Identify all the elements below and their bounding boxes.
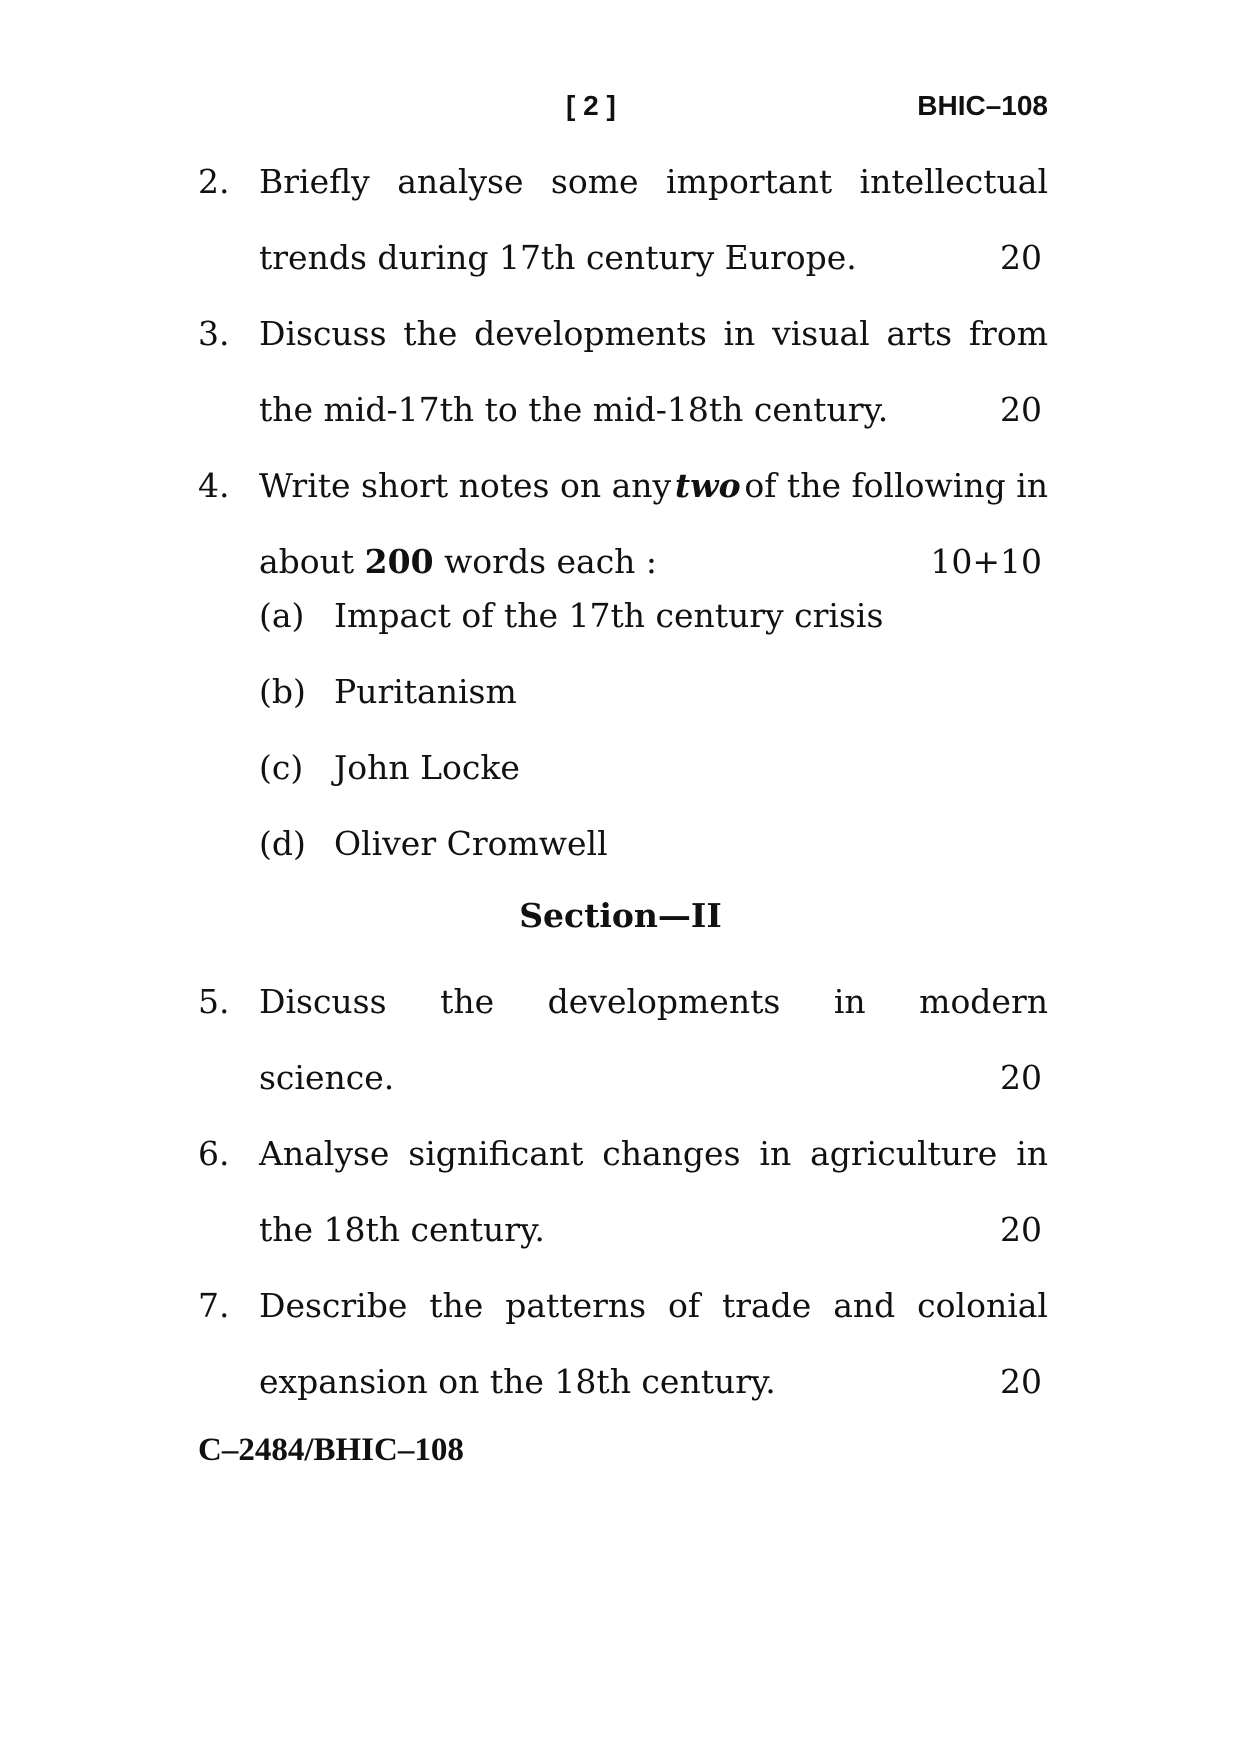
sub-item-text: Impact of the 17th century crisis — [334, 596, 884, 635]
question-text-line2: the 18th century. — [259, 1210, 545, 1249]
sub-item-label: (c) — [259, 748, 304, 787]
emphasis-200: 200 — [364, 542, 434, 581]
course-code: BHIC–108 — [917, 90, 1048, 121]
text-part: Write short notes on any — [259, 466, 672, 505]
sub-item-label: (a) — [259, 596, 305, 635]
sub-item-text: Oliver Cromwell — [334, 824, 608, 863]
question-text-line1: Discuss the developments in modern — [259, 982, 1048, 1021]
question-text-line2: expansion on the 18th century. — [259, 1362, 776, 1401]
question-text-line2: trends during 17th century Europe. — [259, 238, 857, 277]
question-marks: 20 — [1000, 238, 1042, 277]
question-marks: 20 — [1000, 390, 1042, 429]
text-part: words each : — [433, 542, 658, 581]
question-text-line1 — [259, 466, 1048, 505]
question-text-line1: Describe the patterns of trade and colonial — [259, 1286, 1048, 1325]
question-marks: 20 — [1000, 1058, 1042, 1097]
sub-item-label: (b) — [259, 672, 306, 711]
question-text-line1: Briefly analyse some important intellectual — [259, 162, 1048, 201]
sub-item-label: (d) — [259, 824, 306, 863]
sub-item-text: Puritanism — [334, 672, 517, 711]
question-number: 6. — [198, 1134, 230, 1173]
text-part: of the following in — [744, 466, 1048, 505]
section-title: Section—II — [519, 896, 722, 935]
question-number: 4. — [198, 466, 230, 505]
text-part: about — [259, 542, 365, 581]
sub-item-text: John Locke — [334, 748, 520, 787]
question-number: 5. — [198, 982, 230, 1021]
question-text-line2: the mid-17th to the mid-18th century. — [259, 390, 889, 429]
question-text-line1: Discuss the developments in visual arts from — [259, 314, 1048, 353]
question-marks: 20 — [1000, 1362, 1042, 1401]
page-number: [ 2 ] — [566, 90, 616, 121]
question-number: 3. — [198, 314, 230, 353]
question-marks: 20 — [1000, 1210, 1042, 1249]
question-number: 2. — [198, 162, 230, 201]
question-text-line2: science. — [259, 1058, 395, 1097]
footer-code: C–2484/BHIC–108 — [198, 1432, 464, 1468]
emphasis-two: two — [674, 466, 741, 505]
question-text-line1: Analyse significant changes in agriculture in — [259, 1134, 1048, 1173]
question-number: 7. — [198, 1286, 230, 1325]
question-marks: 10+10 — [930, 542, 1042, 581]
